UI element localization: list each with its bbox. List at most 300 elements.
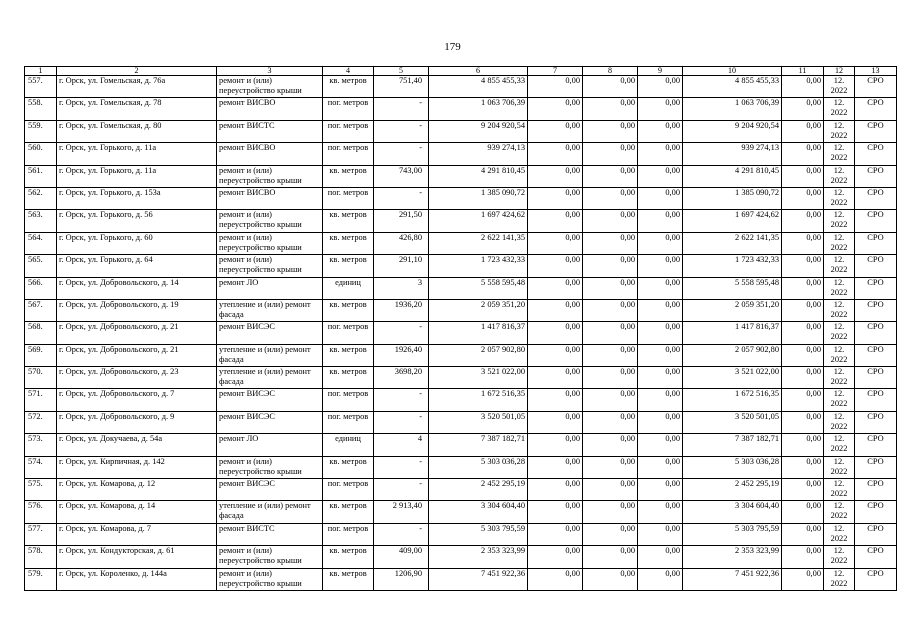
funding-source-cell: СРО bbox=[855, 143, 897, 165]
work-type-cell: ремонт ЛО bbox=[217, 434, 323, 456]
funding-source-cell: СРО bbox=[855, 98, 897, 120]
work-type-cell: ремонт и (или) переустройство крыши bbox=[217, 255, 323, 277]
quantity-cell: - bbox=[374, 98, 429, 120]
value-cell: 0,00 bbox=[583, 501, 638, 523]
value-cell: 0,00 bbox=[528, 367, 583, 389]
unit-cell: кв. метров bbox=[323, 568, 374, 590]
amount-cell: 1 697 424,62 bbox=[683, 210, 782, 232]
value-cell: 0,00 bbox=[528, 232, 583, 254]
value-cell: 0,00 bbox=[782, 277, 824, 299]
unit-cell: пог. метров bbox=[323, 120, 374, 142]
quantity-cell: 291,10 bbox=[374, 255, 429, 277]
col-header: 5 bbox=[374, 67, 429, 76]
row-number: 574. bbox=[25, 456, 57, 478]
funding-source-cell: СРО bbox=[855, 389, 897, 411]
value-cell: 0,00 bbox=[583, 523, 638, 545]
value-cell: 0,00 bbox=[782, 76, 824, 98]
value-cell: 0,00 bbox=[583, 255, 638, 277]
value-cell: 0,00 bbox=[583, 344, 638, 366]
table-row bbox=[25, 501, 897, 523]
deadline-cell: 12. 2022 bbox=[824, 568, 855, 590]
address-cell: г. Орск, ул. Добровольского, д. 9 bbox=[57, 411, 217, 433]
col-header: 7 bbox=[528, 67, 583, 76]
value-cell: 0,00 bbox=[638, 210, 683, 232]
value-cell: 0,00 bbox=[528, 523, 583, 545]
quantity-cell: 1206,90 bbox=[374, 568, 429, 590]
unit-cell: кв. метров bbox=[323, 255, 374, 277]
address-cell: г. Орск, ул. Горького, д. 64 bbox=[57, 255, 217, 277]
deadline-cell: 12. 2022 bbox=[824, 411, 855, 433]
unit-cell: кв. метров bbox=[323, 299, 374, 321]
table-row bbox=[25, 479, 897, 501]
table-row bbox=[25, 411, 897, 433]
quantity-cell: - bbox=[374, 479, 429, 501]
value-cell: 0,00 bbox=[638, 456, 683, 478]
table-row bbox=[25, 546, 897, 568]
amount-cell: 7 387 182,71 bbox=[683, 434, 782, 456]
cost-cell: 939 274,13 bbox=[429, 143, 528, 165]
funding-source-cell: СРО bbox=[855, 456, 897, 478]
address-cell: г. Орск, ул. Короленко, д. 144а bbox=[57, 568, 217, 590]
col-header: 2 bbox=[57, 67, 217, 76]
value-cell: 0,00 bbox=[638, 322, 683, 344]
unit-cell: пог. метров bbox=[323, 322, 374, 344]
address-cell: г. Орск, ул. Комарова, д. 12 bbox=[57, 479, 217, 501]
value-cell: 0,00 bbox=[638, 523, 683, 545]
row-number: 565. bbox=[25, 255, 57, 277]
work-type-cell: ремонт и (или) переустройство крыши bbox=[217, 568, 323, 590]
address-cell: г. Орск, ул. Комарова, д. 14 bbox=[57, 501, 217, 523]
unit-cell: кв. метров bbox=[323, 76, 374, 98]
value-cell: 0,00 bbox=[528, 389, 583, 411]
amount-cell: 1 385 090,72 bbox=[683, 187, 782, 209]
amount-cell: 5 558 595,48 bbox=[683, 277, 782, 299]
address-cell: г. Орск, ул. Горького, д. 56 bbox=[57, 210, 217, 232]
quantity-cell: - bbox=[374, 523, 429, 545]
value-cell: 0,00 bbox=[528, 120, 583, 142]
funding-source-cell: СРО bbox=[855, 367, 897, 389]
deadline-cell: 12. 2022 bbox=[824, 434, 855, 456]
col-header: 8 bbox=[583, 67, 638, 76]
cost-cell: 4 291 810,45 bbox=[429, 165, 528, 187]
table-row bbox=[25, 456, 897, 478]
quantity-cell: 1926,40 bbox=[374, 344, 429, 366]
work-type-cell: ремонт и (или) переустройство крыши bbox=[217, 546, 323, 568]
funding-source-cell: СРО bbox=[855, 568, 897, 590]
deadline-cell: 12. 2022 bbox=[824, 501, 855, 523]
quantity-cell: - bbox=[374, 187, 429, 209]
value-cell: 0,00 bbox=[782, 523, 824, 545]
row-number: 571. bbox=[25, 389, 57, 411]
cost-cell: 7 451 922,36 bbox=[429, 568, 528, 590]
address-cell: г. Орск, ул. Добровольского, д. 19 bbox=[57, 299, 217, 321]
cost-cell: 1 672 516,35 bbox=[429, 389, 528, 411]
work-type-cell: ремонт ВИСТС bbox=[217, 120, 323, 142]
address-cell: г. Орск, ул. Горького, д. 153а bbox=[57, 187, 217, 209]
address-cell: г. Орск, ул. Добровольского, д. 21 bbox=[57, 322, 217, 344]
value-cell: 0,00 bbox=[583, 98, 638, 120]
col-header: 1 bbox=[25, 67, 57, 76]
col-header: 12 bbox=[824, 67, 855, 76]
row-number: 573. bbox=[25, 434, 57, 456]
amount-cell: 1 672 516,35 bbox=[683, 389, 782, 411]
work-type-cell: ремонт и (или) переустройство крыши bbox=[217, 210, 323, 232]
value-cell: 0,00 bbox=[583, 76, 638, 98]
value-cell: 0,00 bbox=[638, 98, 683, 120]
value-cell: 0,00 bbox=[528, 479, 583, 501]
cost-cell: 2 452 295,19 bbox=[429, 479, 528, 501]
value-cell: 0,00 bbox=[583, 210, 638, 232]
value-cell: 0,00 bbox=[638, 187, 683, 209]
quantity-cell: 1936,20 bbox=[374, 299, 429, 321]
unit-cell: кв. метров bbox=[323, 210, 374, 232]
cost-cell: 1 417 816,37 bbox=[429, 322, 528, 344]
deadline-cell: 12. 2022 bbox=[824, 479, 855, 501]
amount-cell: 3 520 501,05 bbox=[683, 411, 782, 433]
quantity-cell: 426,80 bbox=[374, 232, 429, 254]
address-cell: г. Орск, ул. Гомельская, д. 76а bbox=[57, 76, 217, 98]
value-cell: 0,00 bbox=[638, 299, 683, 321]
address-cell: г. Орск, ул. Добровольского, д. 23 bbox=[57, 367, 217, 389]
row-number: 570. bbox=[25, 367, 57, 389]
row-number: 576. bbox=[25, 501, 57, 523]
table-row bbox=[25, 232, 897, 254]
table-row bbox=[25, 523, 897, 545]
value-cell: 0,00 bbox=[638, 255, 683, 277]
value-cell: 0,00 bbox=[782, 165, 824, 187]
amount-cell: 1 417 816,37 bbox=[683, 322, 782, 344]
value-cell: 0,00 bbox=[583, 165, 638, 187]
quantity-cell: - bbox=[374, 120, 429, 142]
deadline-cell: 12. 2022 bbox=[824, 255, 855, 277]
cost-cell: 1 385 090,72 bbox=[429, 187, 528, 209]
funding-source-cell: СРО bbox=[855, 322, 897, 344]
cost-cell: 9 204 920,54 bbox=[429, 120, 528, 142]
value-cell: 0,00 bbox=[782, 479, 824, 501]
col-header: 4 bbox=[323, 67, 374, 76]
funding-source-cell: СРО bbox=[855, 299, 897, 321]
work-type-cell: ремонт ВИСЭС bbox=[217, 411, 323, 433]
row-number: 561. bbox=[25, 165, 57, 187]
amount-cell: 5 303 036,28 bbox=[683, 456, 782, 478]
amount-cell: 1 723 432,33 bbox=[683, 255, 782, 277]
address-cell: г. Орск, ул. Добровольского, д. 7 bbox=[57, 389, 217, 411]
work-type-cell: утепление и (или) ремонт фасада bbox=[217, 299, 323, 321]
row-number: 568. bbox=[25, 322, 57, 344]
unit-cell: пог. метров bbox=[323, 523, 374, 545]
work-type-cell: ремонт ВИСЭС bbox=[217, 322, 323, 344]
address-cell: г. Орск, ул. Кондукторская, д. 61 bbox=[57, 546, 217, 568]
work-type-cell: ремонт ВИСВО bbox=[217, 98, 323, 120]
value-cell: 0,00 bbox=[638, 120, 683, 142]
cost-cell: 5 303 036,28 bbox=[429, 456, 528, 478]
value-cell: 0,00 bbox=[638, 479, 683, 501]
value-cell: 0,00 bbox=[638, 389, 683, 411]
unit-cell: кв. метров bbox=[323, 456, 374, 478]
work-type-cell: ремонт и (или) переустройство крыши bbox=[217, 456, 323, 478]
row-number: 563. bbox=[25, 210, 57, 232]
table-row bbox=[25, 299, 897, 321]
cost-cell: 5 303 795,59 bbox=[429, 523, 528, 545]
value-cell: 0,00 bbox=[638, 568, 683, 590]
cost-cell: 3 521 022,00 bbox=[429, 367, 528, 389]
amount-cell: 9 204 920,54 bbox=[683, 120, 782, 142]
table-row bbox=[25, 143, 897, 165]
unit-cell: пог. метров bbox=[323, 143, 374, 165]
deadline-cell: 12. 2022 bbox=[824, 344, 855, 366]
value-cell: 0,00 bbox=[638, 367, 683, 389]
value-cell: 0,00 bbox=[528, 255, 583, 277]
value-cell: 0,00 bbox=[782, 434, 824, 456]
value-cell: 0,00 bbox=[638, 232, 683, 254]
quantity-cell: - bbox=[374, 389, 429, 411]
row-number: 566. bbox=[25, 277, 57, 299]
funding-source-cell: СРО bbox=[855, 255, 897, 277]
deadline-cell: 12. 2022 bbox=[824, 523, 855, 545]
quantity-cell: - bbox=[374, 456, 429, 478]
table-row bbox=[25, 322, 897, 344]
work-type-cell: ремонт и (или) переустройство крыши bbox=[217, 76, 323, 98]
unit-cell: кв. метров bbox=[323, 501, 374, 523]
table-row bbox=[25, 255, 897, 277]
row-number: 562. bbox=[25, 187, 57, 209]
unit-cell: пог. метров bbox=[323, 479, 374, 501]
amount-cell: 3 521 022,00 bbox=[683, 367, 782, 389]
value-cell: 0,00 bbox=[782, 299, 824, 321]
quantity-cell: 291,50 bbox=[374, 210, 429, 232]
table-row bbox=[25, 98, 897, 120]
quantity-cell: 743,00 bbox=[374, 165, 429, 187]
value-cell: 0,00 bbox=[583, 187, 638, 209]
value-cell: 0,00 bbox=[528, 322, 583, 344]
row-number: 564. bbox=[25, 232, 57, 254]
value-cell: 0,00 bbox=[638, 411, 683, 433]
address-cell: г. Орск, ул. Кирпичная, д. 142 bbox=[57, 456, 217, 478]
value-cell: 0,00 bbox=[638, 165, 683, 187]
cost-cell: 3 520 501,05 bbox=[429, 411, 528, 433]
address-cell: г. Орск, ул. Добровольского, д. 21 bbox=[57, 344, 217, 366]
funding-source-cell: СРО bbox=[855, 165, 897, 187]
work-type-cell: ремонт ВИСТС bbox=[217, 523, 323, 545]
value-cell: 0,00 bbox=[638, 143, 683, 165]
work-type-cell: ремонт ВИСЭС bbox=[217, 389, 323, 411]
value-cell: 0,00 bbox=[528, 568, 583, 590]
deadline-cell: 12. 2022 bbox=[824, 165, 855, 187]
value-cell: 0,00 bbox=[583, 143, 638, 165]
unit-cell: кв. метров bbox=[323, 546, 374, 568]
cost-cell: 2 057 902,80 bbox=[429, 344, 528, 366]
cost-cell: 1 697 424,62 bbox=[429, 210, 528, 232]
value-cell: 0,00 bbox=[782, 501, 824, 523]
quantity-cell: 4 bbox=[374, 434, 429, 456]
value-cell: 0,00 bbox=[782, 120, 824, 142]
value-cell: 0,00 bbox=[782, 367, 824, 389]
work-type-cell: ремонт ВИСЭС bbox=[217, 479, 323, 501]
funding-source-cell: СРО bbox=[855, 479, 897, 501]
quantity-cell: - bbox=[374, 411, 429, 433]
unit-cell: пог. метров bbox=[323, 389, 374, 411]
work-type-cell: ремонт ЛО bbox=[217, 277, 323, 299]
value-cell: 0,00 bbox=[638, 76, 683, 98]
work-type-cell: утепление и (или) ремонт фасада bbox=[217, 344, 323, 366]
deadline-cell: 12. 2022 bbox=[824, 98, 855, 120]
row-number: 579. bbox=[25, 568, 57, 590]
cost-cell: 5 558 595,48 bbox=[429, 277, 528, 299]
funding-source-cell: СРО bbox=[855, 411, 897, 433]
value-cell: 0,00 bbox=[583, 367, 638, 389]
value-cell: 0,00 bbox=[528, 76, 583, 98]
col-header: 10 bbox=[683, 67, 782, 76]
row-number: 559. bbox=[25, 120, 57, 142]
value-cell: 0,00 bbox=[583, 232, 638, 254]
value-cell: 0,00 bbox=[528, 143, 583, 165]
deadline-cell: 12. 2022 bbox=[824, 143, 855, 165]
value-cell: 0,00 bbox=[583, 456, 638, 478]
quantity-cell: 409,00 bbox=[374, 546, 429, 568]
cost-cell: 4 855 455,33 bbox=[429, 76, 528, 98]
funding-source-cell: СРО bbox=[855, 76, 897, 98]
value-cell: 0,00 bbox=[583, 546, 638, 568]
address-cell: г. Орск, ул. Докучаева, д. 54а bbox=[57, 434, 217, 456]
work-type-cell: ремонт и (или) переустройство крыши bbox=[217, 165, 323, 187]
amount-cell: 4 291 810,45 bbox=[683, 165, 782, 187]
row-number: 575. bbox=[25, 479, 57, 501]
row-number: 557. bbox=[25, 76, 57, 98]
cost-cell: 3 304 604,40 bbox=[429, 501, 528, 523]
value-cell: 0,00 bbox=[638, 501, 683, 523]
value-cell: 0,00 bbox=[583, 389, 638, 411]
table-row bbox=[25, 344, 897, 366]
address-cell: г. Орск, ул. Гомельская, д. 80 bbox=[57, 120, 217, 142]
table-row bbox=[25, 367, 897, 389]
value-cell: 0,00 bbox=[782, 187, 824, 209]
funding-source-cell: СРО bbox=[855, 501, 897, 523]
table-row bbox=[25, 210, 897, 232]
work-type-cell: ремонт ВИСВО bbox=[217, 187, 323, 209]
funding-source-cell: СРО bbox=[855, 546, 897, 568]
quantity-cell: - bbox=[374, 143, 429, 165]
unit-cell: кв. метров bbox=[323, 344, 374, 366]
value-cell: 0,00 bbox=[782, 143, 824, 165]
cost-cell: 1 063 706,39 bbox=[429, 98, 528, 120]
deadline-cell: 12. 2022 bbox=[824, 210, 855, 232]
value-cell: 0,00 bbox=[782, 344, 824, 366]
value-cell: 0,00 bbox=[782, 210, 824, 232]
work-type-cell: утепление и (или) ремонт фасада bbox=[217, 501, 323, 523]
amount-cell: 2 353 323,99 bbox=[683, 546, 782, 568]
col-header: 9 bbox=[638, 67, 683, 76]
funding-source-cell: СРО bbox=[855, 232, 897, 254]
value-cell: 0,00 bbox=[782, 568, 824, 590]
deadline-cell: 12. 2022 bbox=[824, 322, 855, 344]
amount-cell: 4 855 455,33 bbox=[683, 76, 782, 98]
unit-cell: пог. метров bbox=[323, 98, 374, 120]
deadline-cell: 12. 2022 bbox=[824, 277, 855, 299]
value-cell: 0,00 bbox=[528, 277, 583, 299]
address-cell: г. Орск, ул. Комарова, д. 7 bbox=[57, 523, 217, 545]
work-type-cell: ремонт ВИСВО bbox=[217, 143, 323, 165]
row-number: 567. bbox=[25, 299, 57, 321]
value-cell: 0,00 bbox=[782, 98, 824, 120]
deadline-cell: 12. 2022 bbox=[824, 232, 855, 254]
col-header: 11 bbox=[782, 67, 824, 76]
cost-cell: 2 059 351,20 bbox=[429, 299, 528, 321]
table-row bbox=[25, 434, 897, 456]
table-row bbox=[25, 120, 897, 142]
row-number: 569. bbox=[25, 344, 57, 366]
funding-source-cell: СРО bbox=[855, 523, 897, 545]
value-cell: 0,00 bbox=[583, 568, 638, 590]
value-cell: 0,00 bbox=[782, 322, 824, 344]
value-cell: 0,00 bbox=[528, 187, 583, 209]
value-cell: 0,00 bbox=[528, 299, 583, 321]
repair-schedule-table bbox=[24, 66, 897, 591]
value-cell: 0,00 bbox=[528, 411, 583, 433]
deadline-cell: 12. 2022 bbox=[824, 389, 855, 411]
value-cell: 0,00 bbox=[782, 389, 824, 411]
unit-cell: пог. метров bbox=[323, 187, 374, 209]
value-cell: 0,00 bbox=[782, 255, 824, 277]
amount-cell: 7 451 922,36 bbox=[683, 568, 782, 590]
funding-source-cell: СРО bbox=[855, 344, 897, 366]
unit-cell: кв. метров bbox=[323, 232, 374, 254]
table-row bbox=[25, 389, 897, 411]
row-number: 578. bbox=[25, 546, 57, 568]
amount-cell: 2 452 295,19 bbox=[683, 479, 782, 501]
quantity-cell: 3698,20 bbox=[374, 367, 429, 389]
value-cell: 0,00 bbox=[782, 546, 824, 568]
unit-cell: кв. метров bbox=[323, 367, 374, 389]
row-number: 558. bbox=[25, 98, 57, 120]
funding-source-cell: СРО bbox=[855, 187, 897, 209]
deadline-cell: 12. 2022 bbox=[824, 456, 855, 478]
quantity-cell: 2 913,40 bbox=[374, 501, 429, 523]
value-cell: 0,00 bbox=[583, 479, 638, 501]
address-cell: г. Орск, ул. Горького, д. 11а bbox=[57, 165, 217, 187]
value-cell: 0,00 bbox=[638, 546, 683, 568]
row-number: 572. bbox=[25, 411, 57, 433]
unit-cell: пог. метров bbox=[323, 411, 374, 433]
funding-source-cell: СРО bbox=[855, 434, 897, 456]
cost-cell: 2 353 323,99 bbox=[429, 546, 528, 568]
table-row bbox=[25, 568, 897, 590]
value-cell: 0,00 bbox=[583, 322, 638, 344]
col-header: 13 bbox=[855, 67, 897, 76]
value-cell: 0,00 bbox=[528, 501, 583, 523]
value-cell: 0,00 bbox=[583, 299, 638, 321]
deadline-cell: 12. 2022 bbox=[824, 299, 855, 321]
amount-cell: 3 304 604,40 bbox=[683, 501, 782, 523]
funding-source-cell: СРО bbox=[855, 210, 897, 232]
quantity-cell: 751,40 bbox=[374, 76, 429, 98]
funding-source-cell: СРО bbox=[855, 277, 897, 299]
address-cell: г. Орск, ул. Гомельская, д. 78 bbox=[57, 98, 217, 120]
row-number: 560. bbox=[25, 143, 57, 165]
deadline-cell: 12. 2022 bbox=[824, 546, 855, 568]
column-number-header-row bbox=[25, 67, 897, 76]
work-type-cell: ремонт и (или) переустройство крыши bbox=[217, 232, 323, 254]
unit-cell: единиц bbox=[323, 434, 374, 456]
value-cell: 0,00 bbox=[638, 277, 683, 299]
amount-cell: 2 057 902,80 bbox=[683, 344, 782, 366]
amount-cell: 1 063 706,39 bbox=[683, 98, 782, 120]
funding-source-cell: СРО bbox=[855, 120, 897, 142]
amount-cell: 2 059 351,20 bbox=[683, 299, 782, 321]
cost-cell: 1 723 432,33 bbox=[429, 255, 528, 277]
row-number: 577. bbox=[25, 523, 57, 545]
value-cell: 0,00 bbox=[528, 434, 583, 456]
value-cell: 0,00 bbox=[583, 411, 638, 433]
